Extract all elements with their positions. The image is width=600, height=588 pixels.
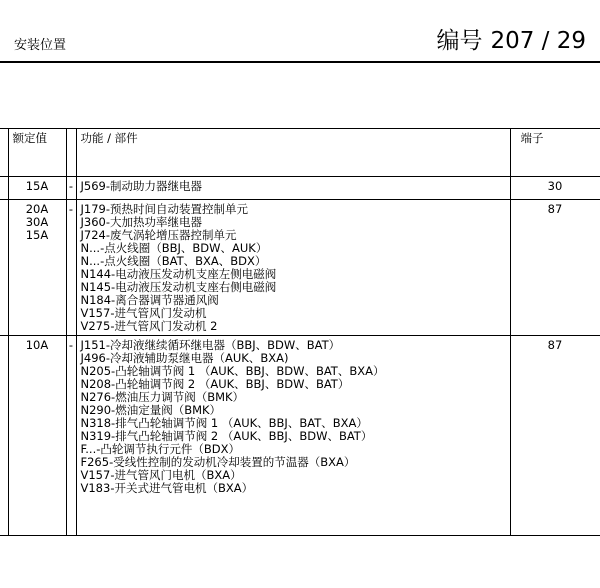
terminal-cell: 87 xyxy=(510,200,600,336)
component-entry: N276-燃油压力调节阀（BMK） xyxy=(80,390,245,404)
rating-cell xyxy=(8,336,66,536)
component-entry: N144-电动液压发动机支座左侧电磁阀 xyxy=(80,267,277,281)
component-entry: N...-点火线圈（BAT、BXA、BDX） xyxy=(80,254,267,268)
component-entry: F265-受线性控制的发动机冷却装置的节温器（BXA） xyxy=(80,455,356,469)
margin-cell xyxy=(0,336,8,536)
component-entry: V183-开关式进气管电机（BXA） xyxy=(80,481,254,495)
dash-cell: - xyxy=(66,177,76,200)
component-entry: J151-冷却液继续循环继电器（BBJ、BDW、BAT） xyxy=(80,338,341,352)
margin-cell xyxy=(0,129,8,177)
component-entry: J569-制动助力器继电器 xyxy=(80,179,202,193)
component-entry: J724-废气涡轮增压器控制单元 xyxy=(80,228,237,242)
terminal-cell: 30 xyxy=(510,177,600,200)
rating-cell xyxy=(8,177,66,200)
component-entry: V157-进气管风门电机（BXA） xyxy=(80,468,242,482)
table-row xyxy=(0,177,600,200)
rating-value: 15A xyxy=(25,228,49,242)
component-entry: N290-燃油定量阀（BMK） xyxy=(80,403,222,417)
rating-value: 10A xyxy=(25,338,49,352)
table-header-row xyxy=(0,129,600,177)
page-header xyxy=(0,0,600,62)
component-entry: J179-预热时间自动装置控制单元 xyxy=(80,202,248,216)
number-prefix: 编号 xyxy=(436,28,483,54)
component-entry: F...-凸轮调节执行元件（BDX） xyxy=(80,442,241,456)
header-rule xyxy=(0,61,600,63)
column-header-terminal: 端子 xyxy=(510,129,600,177)
section-title: 安装位置 xyxy=(14,38,67,53)
component-entry: N184-离合器调节器通风阀 xyxy=(80,293,219,307)
margin-cell xyxy=(0,200,8,336)
rating-value: 15A xyxy=(25,179,49,193)
number-value: 207 / 29 xyxy=(490,28,586,54)
rating-value: 30A xyxy=(25,215,49,229)
table-row xyxy=(0,200,600,336)
component-entry: V275-进气管风门发动机 2 xyxy=(80,319,218,333)
terminal-cell: 87 xyxy=(510,336,600,536)
table-row xyxy=(0,336,600,536)
rating-value: 20A xyxy=(25,202,49,216)
column-header-function: 功能 / 部件 xyxy=(76,129,510,177)
function-cell xyxy=(76,200,510,336)
column-header-rating: 额定值 xyxy=(8,129,66,177)
component-entry: J360-大加热功率继电器 xyxy=(80,215,202,229)
component-entry: J496-冷却液辅助泵继电器（AUK、BXA) xyxy=(80,351,289,365)
column-header-dash xyxy=(66,129,76,177)
dash-cell: - xyxy=(66,200,76,336)
function-cell xyxy=(76,177,510,200)
component-entry: N205-凸轮轴调节阀 1 （AUK、BBJ、BDW、BAT、BXA） xyxy=(80,364,385,378)
component-entry: N145-电动液压发动机支座右侧电磁阀 xyxy=(80,280,277,294)
document-number xyxy=(436,22,586,55)
component-entry: N319-排气凸轮轴调节阀 2 （AUK、BBJ、BDW、BAT） xyxy=(80,429,373,443)
component-entry: V157-进气管风门发动机 xyxy=(80,306,207,320)
dash-cell: - xyxy=(66,336,76,536)
component-entry: N318-排气凸轮轴调节阀 1 （AUK、BBJ、BAT、BXA） xyxy=(80,416,368,430)
function-cell xyxy=(76,336,510,536)
fuse-table xyxy=(0,128,600,536)
margin-cell xyxy=(0,177,8,200)
rating-cell xyxy=(8,200,66,336)
component-entry: N208-凸轮轴调节阀 2 （AUK、BBJ、BDW、BAT） xyxy=(80,377,350,391)
component-entry: N...-点火线圈（BBJ、BDW、AUK） xyxy=(80,241,268,255)
